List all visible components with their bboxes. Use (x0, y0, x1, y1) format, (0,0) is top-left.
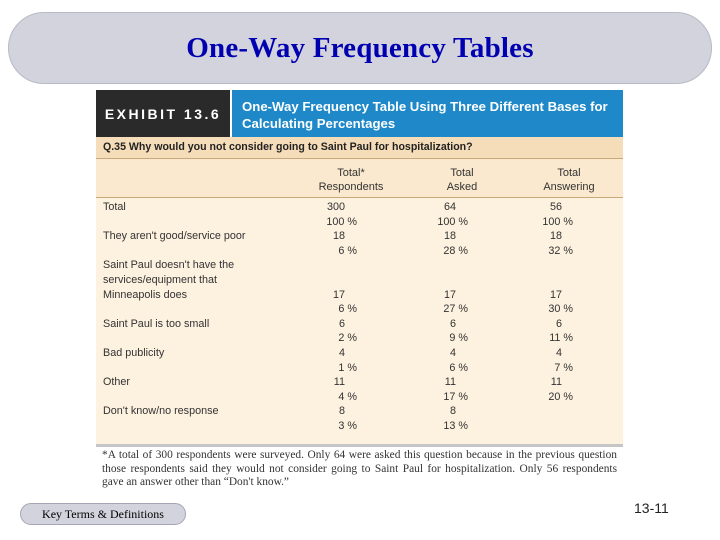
exhibit-table (96, 90, 623, 490)
row-label: services/equipment that (103, 274, 218, 286)
column-header-line: Total (450, 167, 474, 179)
percent-cell: 100 % (542, 215, 573, 228)
count-cell: 17 (443, 288, 456, 301)
count-cell: 56 (549, 201, 562, 213)
percent-cell: 7 % (554, 361, 573, 374)
percent-cell: 32 % (548, 244, 573, 257)
column-header-line: Answering (543, 181, 595, 193)
column-header-row (96, 159, 623, 198)
count-cell: 6 (449, 317, 456, 330)
row-label: Other (103, 376, 131, 389)
column-header-total-answering (519, 166, 619, 194)
row-label: They aren't good/service poor (103, 230, 246, 243)
count-cell: 11 (444, 376, 456, 389)
percent-cell: 1 % (338, 361, 357, 374)
key-terms-button[interactable]: Key Terms & Definitions (20, 503, 186, 525)
percent-cell: 9 % (449, 332, 468, 345)
count-cell: 8 (449, 405, 456, 418)
percent-cell: 11 % (549, 332, 573, 345)
count-cell: 300 (326, 201, 345, 213)
footnote-divider (96, 444, 623, 447)
count-cell: 11 (550, 376, 562, 389)
row-label: Bad publicity (103, 347, 165, 359)
count-cell: 64 (443, 201, 456, 213)
column-header-line: Respondents (318, 181, 384, 193)
row-label: Minneapolis does (103, 288, 188, 301)
page-number: 13-11 (634, 500, 669, 516)
row-label: Saint Paul is too small (103, 317, 210, 330)
count-cell: 4 (338, 347, 345, 359)
slide-title: One-Way Frequency Tables (186, 31, 534, 64)
percent-cell: 3 % (338, 420, 357, 432)
row-label: Saint Paul doesn't have the (103, 259, 235, 272)
count-cell: 8 (338, 405, 345, 418)
percent-cell: 28 % (443, 244, 468, 257)
percent-cell: 6 % (449, 361, 468, 374)
column-header-line: Total* (337, 167, 365, 179)
column-header-line: Asked (446, 181, 478, 193)
exhibit-label: EXHIBIT 13.6 (96, 90, 230, 137)
footnote: *A total of 300 respondents were surveyed. Only 64 were asked this question because in the previous question those respondents said they would not consider going to Saint Paul for hospitalization. Only 56 respondents gave an answer other than “Don't know.” (102, 449, 617, 488)
percent-cell: 20 % (548, 390, 573, 403)
count-cell: 18 (332, 230, 345, 243)
count-cell: 6 (338, 317, 345, 330)
percent-cell: 100 % (437, 215, 468, 228)
percent-cell: 13 % (443, 420, 468, 432)
percent-cell: 30 % (548, 303, 573, 316)
column-header-total-asked (412, 166, 512, 194)
row-label: Don't know/no response (103, 405, 219, 418)
count-cell: 6 (555, 317, 562, 330)
column-header-line: Total (557, 167, 581, 179)
column-header-total-respondents (301, 166, 401, 194)
percent-cell: 6 % (338, 303, 357, 316)
percent-cell: 4 % (338, 390, 357, 403)
question-text: Q.35 Why would you not consider going to Saint Paul for hospitalization? (96, 137, 623, 159)
percent-cell: 2 % (338, 332, 357, 345)
table-body (96, 198, 623, 446)
count-cell: 4 (449, 347, 456, 359)
count-cell: 4 (555, 347, 562, 359)
count-cell: 17 (549, 288, 562, 301)
percent-cell: 17 % (443, 390, 468, 403)
row-label: Total (103, 201, 126, 213)
count-cell: 18 (443, 230, 456, 243)
count-cell: 11 (333, 376, 345, 389)
title-bar (8, 12, 712, 84)
percent-cell: 100 % (326, 215, 357, 228)
percent-cell: 6 % (338, 244, 357, 257)
exhibit-header (96, 90, 623, 137)
count-cell: 17 (332, 288, 345, 301)
count-cell: 18 (549, 230, 562, 243)
percent-cell: 27 % (443, 303, 468, 316)
exhibit-title: One-Way Frequency Table Using Three Different Bases for Calculating Percentages (232, 90, 623, 137)
